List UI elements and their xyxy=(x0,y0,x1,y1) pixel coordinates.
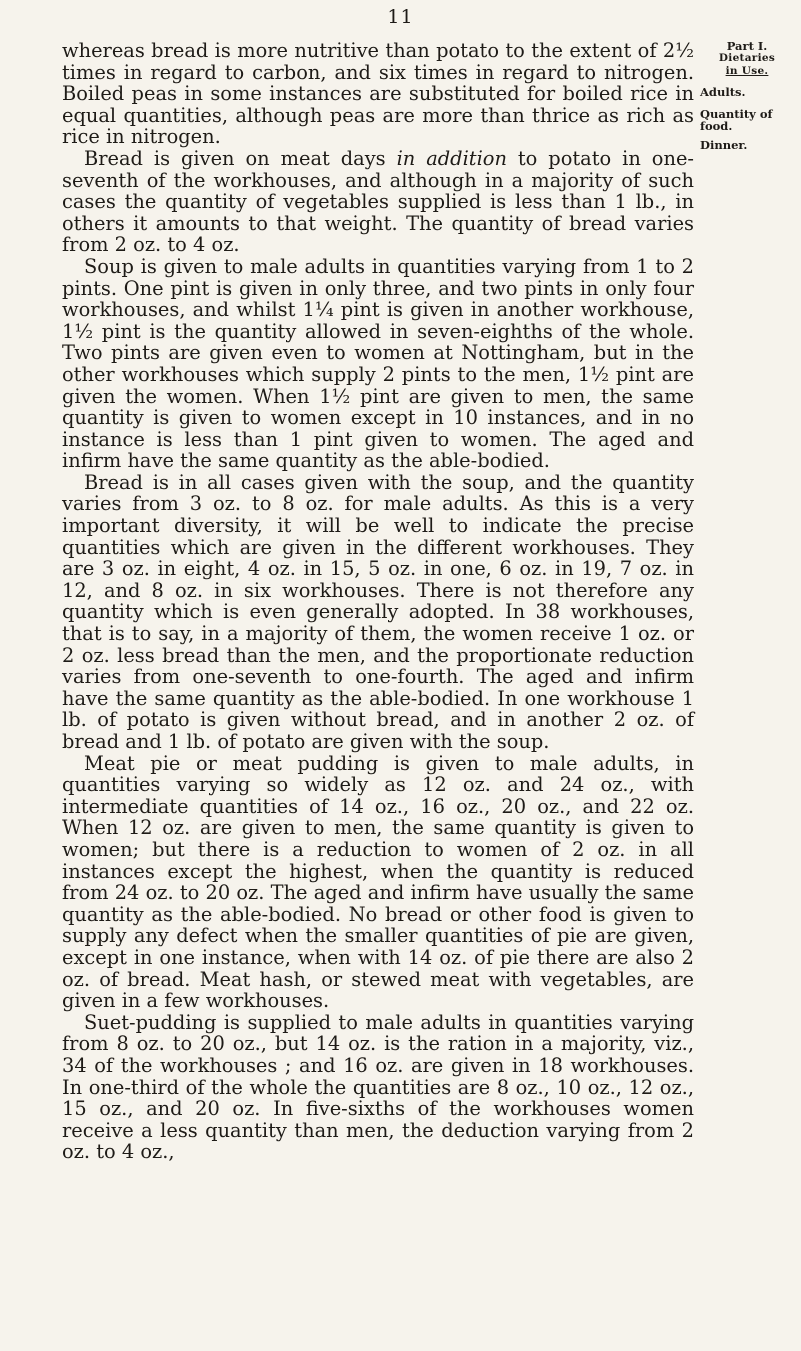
paragraph-1: whereas bread is more nutritive than potato to the extent of 2½ times in regard to carbon, and six times in regard to nitrogen. Boiled peas in some instances are substituted for boiled rice in equal quantities, although peas are more than thrice as rich as rice in nitrogen. xyxy=(62,39,694,149)
margin-notes xyxy=(700,40,800,152)
margin-note-dietaries: Dietaries xyxy=(718,52,776,65)
body-text xyxy=(62,40,694,1163)
paragraph-2-part-2: to potato in one-seventh of the workhouses, and although in a majority of such cases the quantity of vegetables supplied is less than 1 lb., in others it amounts to that weight. The quantity of bread varies from 2 oz. to 4 oz. xyxy=(62,146,694,257)
paragraph-2-emphasis: in addition xyxy=(396,146,507,170)
margin-note-adults: Adults. xyxy=(700,85,746,100)
paragraph-4: Bread is in all cases given with the soup, and the quantity varies from 3 oz. to 8 oz. for male adults. As this is a very important diversity, it will be well to indicate the precise quantities which are given in the different workhouses. They are 3 oz. in eight, 4 oz. in 15, 5 oz. in one, 6 oz. in 19, 7 oz. in 12, and 8 oz. in six workhouses. There is not therefore any quantity which is even generally adopted. In 38 workhouses, that is to say, in a majority of them, the women receive 1 oz. or 2 oz. less bread than the men, and the proportionate reduction varies from one-seventh to one-fourth. The aged and infirm have the same quantity as the able-bodied. In one workhouse 1 lb. of potato is given without bread, and in another 2 oz. of bread and 1 lb. of potato are given with the soup. xyxy=(62,470,694,753)
margin-note-part: Part I. xyxy=(726,39,768,53)
paragraph-6: Suet-pudding is supplied to male adults in quantities varying from 8 oz. to 20 oz., but 14 oz. is the ration in a majority, viz., 34 of the workhouses ; and 16 oz. are given in 18 workhouses. In one-third of the whole the quantities are 8 oz., 10 oz., 12 oz., 15 oz., and 20 oz. In five-sixths of the workhouses women receive a less quantity than men, the deduction varying from 2 oz. to 4 oz., xyxy=(62,1010,694,1164)
paragraph-2-part-1: Bread is given on meat days xyxy=(84,146,397,170)
paragraph-5: Meat pie or meat pudding is given to male adults, in quantities varying so widely as 12 oz. and 24 oz., with intermediate quantities of 14 oz., 16 oz., 20 oz., and 22 oz. When 12 oz. are given to men, the same quantity is given to women; but there is a reduction to women of 2 oz. in all instances except the highest, when the quantity is reduced from 24 oz. to 20 oz. The aged and infirm have usually the same quantity as the able-bodied. No bread or other food is given to supply any defect when the smaller quantities of pie are given, except in one instance, when with 14 oz. of pie there are also 2 oz. of bread. Meat hash, or stewed meat with vegetables, are given in a few workhouses. xyxy=(62,751,694,1013)
paragraph-3: Soup is given to male adults in quantities varying from 1 to 2 pints. One pint is given in only three, and two pints in only four workhouses, and whilst 1¼ pint is given in another workhouse, 1½ pint is the quantity allowed in seven-eighths of the whole. Two pints are given even to women at Nottingham, but in the other workhouses which supply 2 pints to the men, 1½ pint are given the women. When 1½ pint are given to men, the same quantity is given to women except in 10 instances, and in no instance is less than 1 pint given to women. The aged and infirm have the same quantity as the able-bodied. xyxy=(62,254,694,473)
margin-note-in-use: in Use. xyxy=(725,64,769,77)
margin-note-dinner: Dinner. xyxy=(700,138,748,153)
margin-note-quantity-of-food: Quantity of food. xyxy=(700,106,773,134)
page-number: 11 xyxy=(387,6,414,28)
paragraph-2 xyxy=(62,148,694,256)
